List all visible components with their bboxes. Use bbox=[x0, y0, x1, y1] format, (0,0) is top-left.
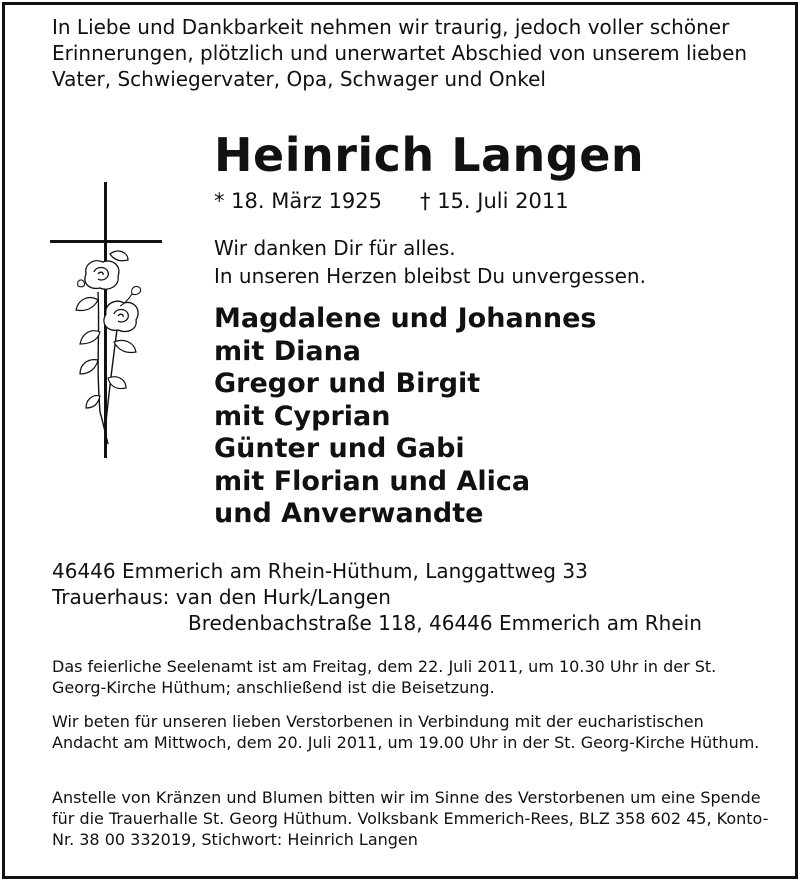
family-member: Gregor und Birgit bbox=[214, 368, 481, 399]
family-member: mit Florian und Alica bbox=[214, 465, 531, 497]
family-member: und Anverwandte bbox=[214, 498, 484, 529]
intro-text bbox=[52, 14, 747, 92]
intro-line: In Liebe und Dankbarkeit nehmen wir traurig, jedoch voller schöner bbox=[52, 15, 730, 39]
trauerhaus-line bbox=[52, 584, 702, 610]
trauerhaus-label: Trauerhaus: bbox=[52, 585, 170, 609]
intro-line: Vater, Schwiegervater, Opa, Schwager und Onkel bbox=[52, 67, 546, 91]
family-list bbox=[214, 303, 597, 531]
birth-date: * 18. März 1925 bbox=[214, 189, 383, 213]
address-block bbox=[52, 558, 702, 636]
prayer-paragraph: Wir beten für unseren lieben Verstorbenen in Verbindung mit der eucharistischen Andacht am Mittwoch, dem 20. Juli 2011, um 19.00 Uhr in der St. Georg-Kirche Hüthum. bbox=[52, 712, 760, 752]
trauerhaus-street: Bredenbachstraße 118, 46446 Emmerich am Rhein bbox=[188, 611, 702, 635]
death-date: † 15. Juli 2011 bbox=[420, 189, 569, 213]
family-member: Günter und Gabi bbox=[214, 433, 465, 464]
service-paragraph: Das feierliche Seelenamt ist am Freitag, dem 22. Juli 2011, um 10.30 Uhr in der St. Georg-Kirche Hüthum; anschließend ist die Beisetzung. bbox=[52, 657, 717, 697]
thanks-text bbox=[214, 234, 646, 290]
address-line: 46446 Emmerich am Rhein-Hüthum, Langgattweg 33 bbox=[52, 559, 588, 583]
thanks-line: Wir danken Dir für alles. bbox=[214, 236, 456, 260]
life-dates bbox=[214, 189, 569, 213]
trauerhaus-street-line bbox=[52, 610, 702, 636]
family-member: mit Cyprian bbox=[214, 400, 391, 432]
cross-with-roses-icon bbox=[48, 182, 164, 458]
family-member: mit Diana bbox=[214, 335, 362, 367]
family-member: Magdalene und Johannes bbox=[214, 303, 597, 334]
donation-paragraph: Anstelle von Kränzen und Blumen bitten wir im Sinne des Verstorbenen um eine Spende für die Trauerhalle St. Georg Hüthum. Volksbank Emmerich-Rees, BLZ 358 602 45, Konto-Nr. 38 00 332019, Stichwort: Heinrich Langen bbox=[52, 788, 769, 849]
deceased-name: Heinrich Langen bbox=[214, 128, 645, 182]
trauerhaus-name: van den Hurk/Langen bbox=[175, 585, 391, 609]
thanks-line: In unseren Herzen bleibst Du unvergessen. bbox=[214, 264, 646, 288]
intro-line: Erinnerungen, plötzlich und unerwartet Abschied von unserem lieben bbox=[52, 41, 748, 65]
